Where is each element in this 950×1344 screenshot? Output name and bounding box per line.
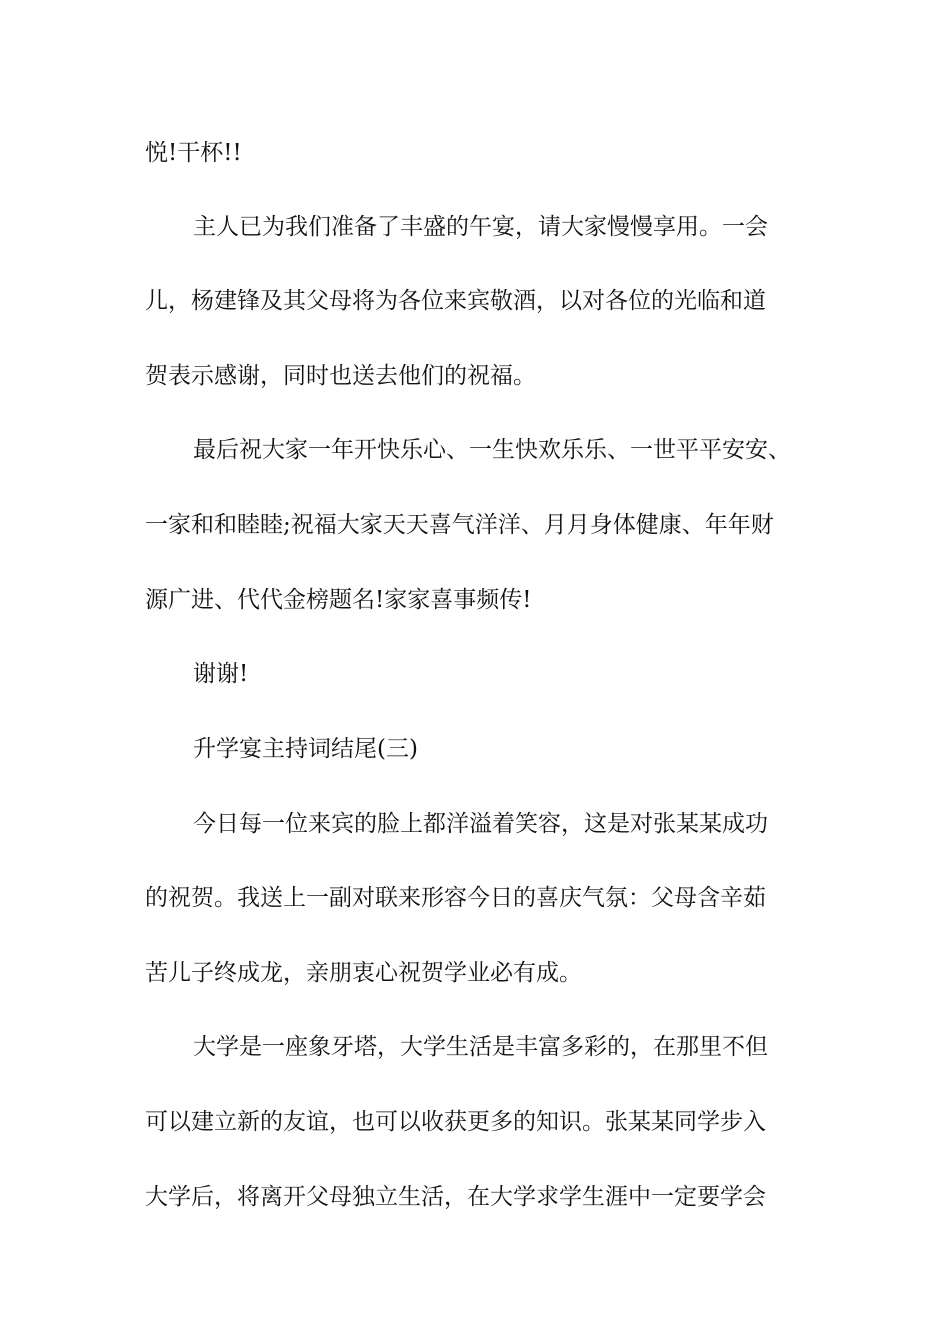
text-line: 苦儿子终成龙，亲朋衷心祝贺学业必有成。 [145, 960, 582, 986]
paragraph-start: 主人已为我们准备了丰盛的午宴，请大家慢慢享用。一会 [193, 214, 768, 240]
text-line: 源广进、代代金榜题名!家家喜事频传! [145, 587, 532, 613]
paragraph-start: 谢谢! [193, 661, 249, 687]
text-line: 儿，杨建锋及其父母将为各位来宾敬酒，以对各位的光临和道 [145, 288, 766, 314]
text-line: 贺表示感谢，同时也送去他们的祝福。 [145, 363, 536, 389]
paragraph-start: 今日每一位来宾的脸上都洋溢着笑容，这是对张某某成功 [193, 811, 768, 837]
text-line: 可以建立新的友谊，也可以收获更多的知识。张某某同学步入 [145, 1109, 766, 1135]
section-heading: 升学宴主持词结尾(三) [193, 736, 418, 762]
text-line: 的祝贺。我送上一副对联来形容今日的喜庆气氛：父母含辛茹 [145, 885, 766, 911]
text-line: 大学后，将离开父母独立生活，在大学求学生涯中一定要学会 [145, 1184, 766, 1210]
paragraph-start: 最后祝大家一年开快乐心、一生快欢乐乐、一世平平安安、 [193, 437, 791, 463]
text-line: 悦!干杯!! [145, 140, 242, 166]
text-line: 一家和和睦睦;祝福大家天天喜气洋洋、月月身体健康、年年财 [145, 512, 774, 538]
paragraph-start: 大学是一座象牙塔，大学生活是丰富多彩的，在那里不但 [193, 1034, 768, 1060]
